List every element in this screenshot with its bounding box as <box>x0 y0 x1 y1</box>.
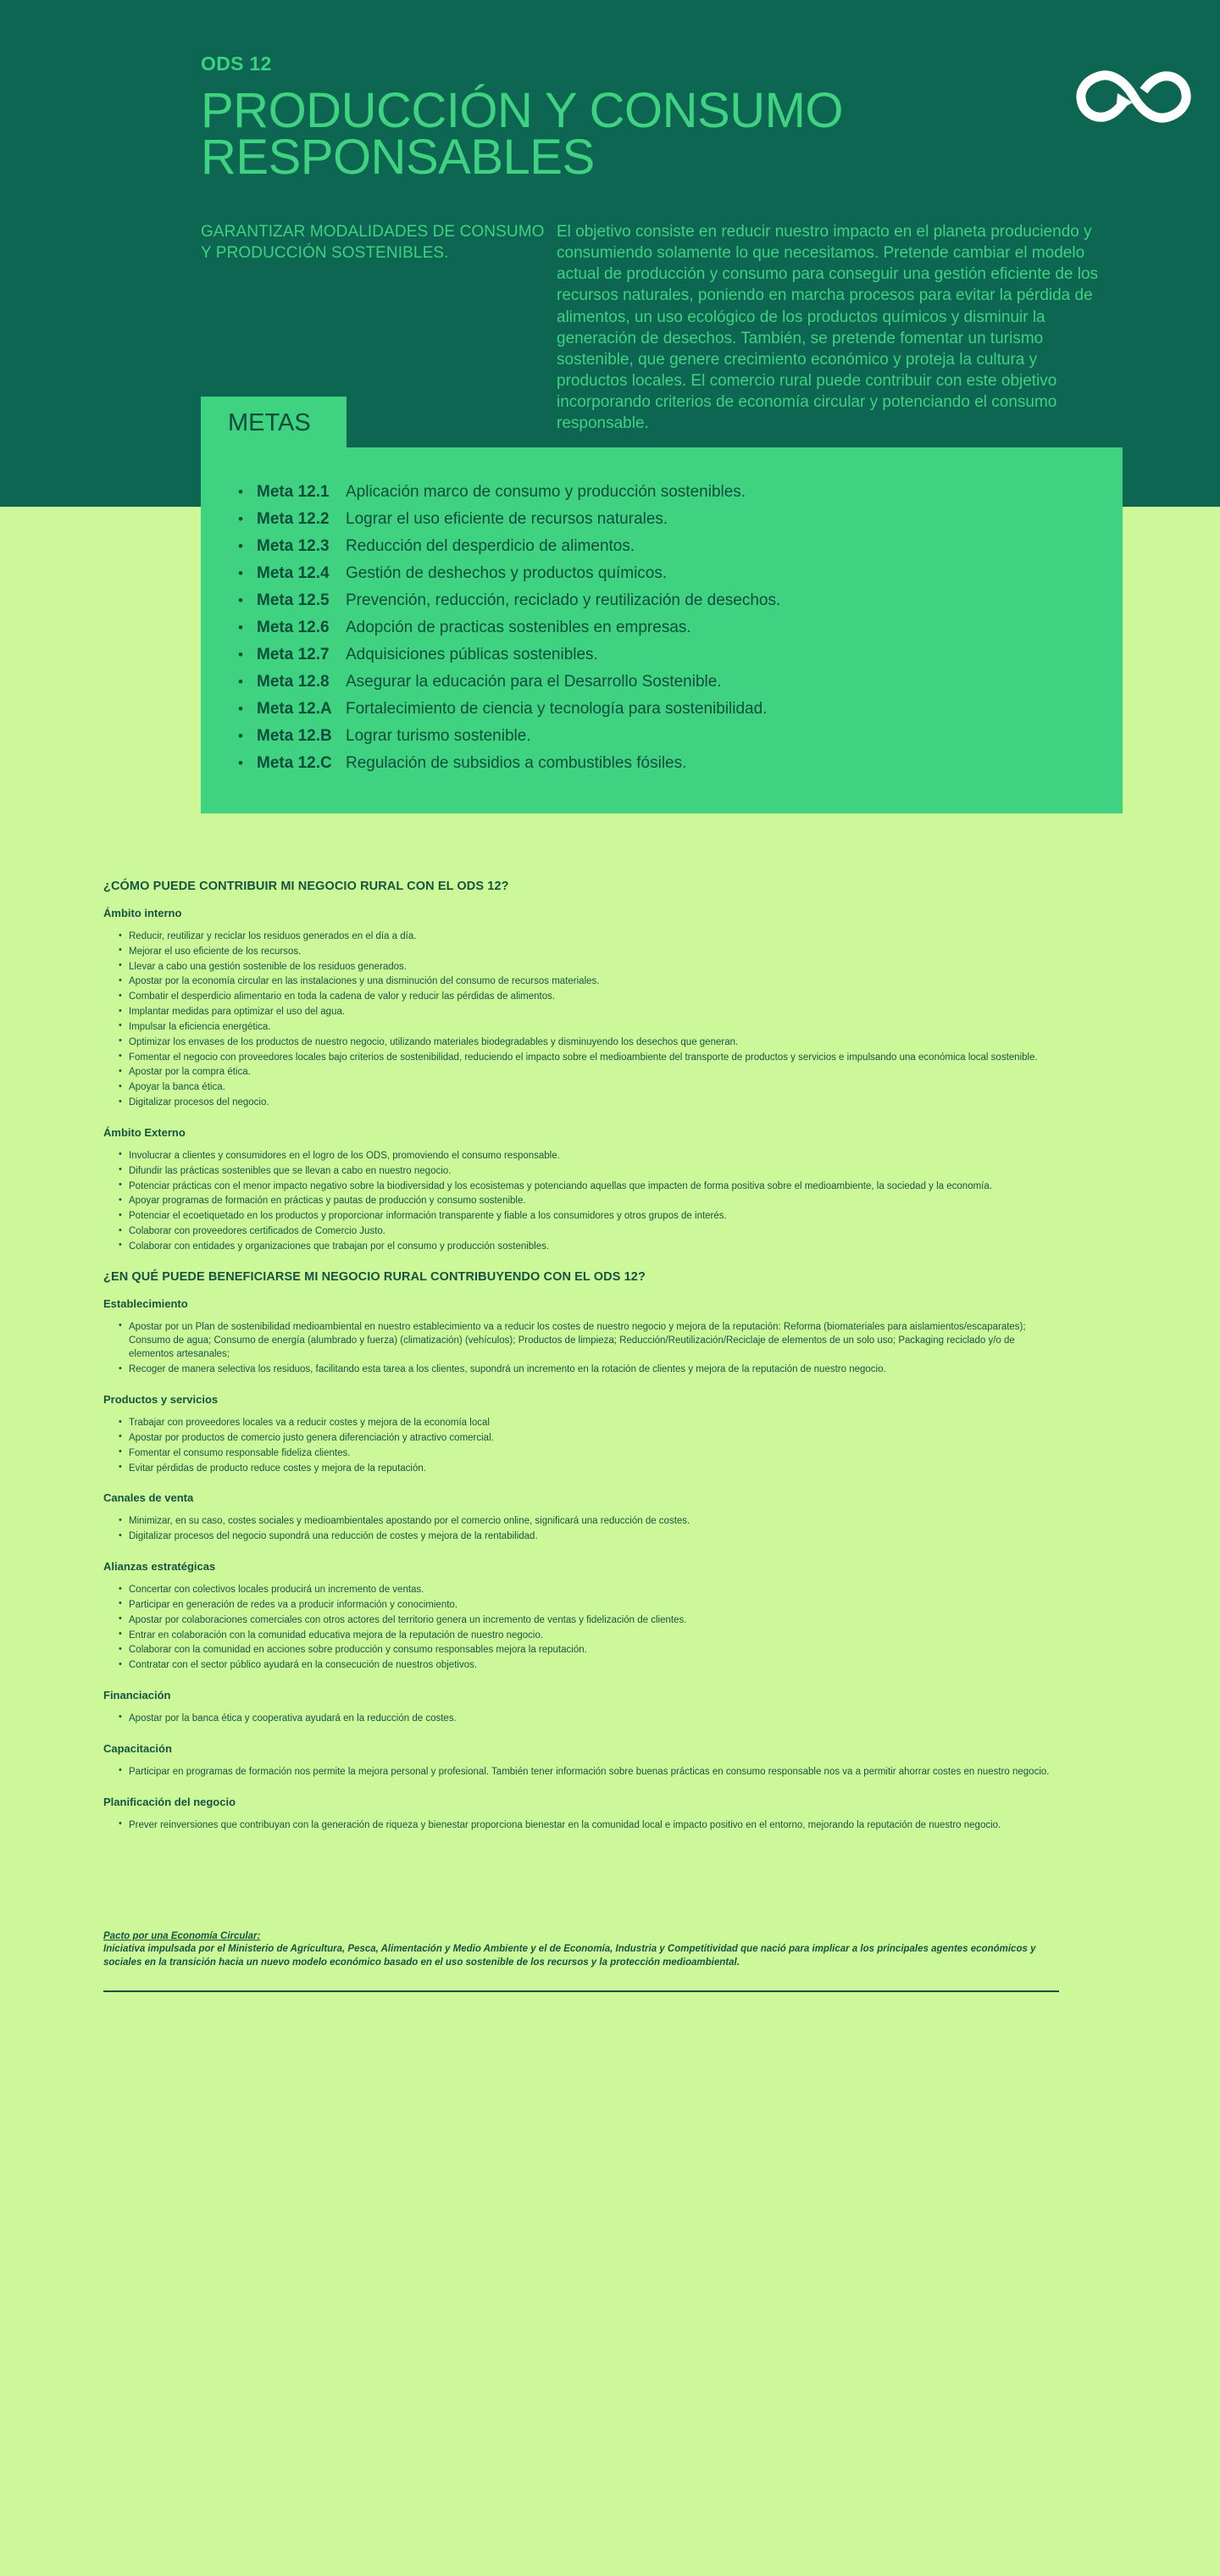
bullet-icon: • <box>238 727 243 744</box>
list-item: • Apostar por la economía circular en las instalaciones y una disminución del consumo de recursos materiales. <box>119 974 1059 990</box>
meta-code: Meta 12.7 <box>257 645 330 663</box>
list-item: • Apostar por colaboraciones comerciales con otros actores del territorio genera un incremento de ventas y fidelización de clientes. <box>119 1613 1059 1629</box>
list-item: • Participar en programas de formación nos permite la mejora personal y profesional. También tener información sobre buenas prácticas en consumo responsable nos va a permitir ahorrar costes en nuestro negocio. <box>119 1765 1059 1780</box>
group-heading: Establecimiento <box>103 1296 188 1310</box>
hero-inner <box>97 53 1123 434</box>
meta-code: Meta 12.5 <box>257 591 330 609</box>
meta-text: Aplicación marco de consumo y producción sostenibles. <box>346 482 746 501</box>
list-item: • Apoyar la banca ética. <box>119 1080 1059 1096</box>
ods-number-eyebrow: ODS 12 <box>201 53 272 75</box>
group-heading: Ámbito Externo <box>103 1125 186 1139</box>
bullet-list <box>103 930 1059 1111</box>
meta-row <box>238 668 1085 695</box>
meta-text: Adquisiciones públicas sostenibles. <box>346 645 598 663</box>
meta-text: Lograr turismo sostenible. <box>346 726 531 745</box>
beneficiarse-heading: ¿EN QUÉ PUEDE BENEFICIARSE MI NEGOCIO RURAL CONTRIBUYENDO CON EL ODS 12? <box>103 1269 646 1284</box>
footer-section <box>0 1882 1220 2042</box>
list-item: • Colaborar con entidades y organizaciones que trabajan por el consumo y producción sostenibles. <box>119 1240 1059 1255</box>
list-item: • Fomentar el negocio con proveedores locales bajo criterios de sostenibilidad, reduciendo el impacto sobre el medioambiente del transporte de productos y servicios e impulsando una económica local sostenible. <box>119 1051 1059 1066</box>
meta-row <box>238 695 1085 722</box>
list-item: • Difundir las prácticas sostenibles que se llevan a cabo en nuestro negocio. <box>119 1164 1059 1180</box>
page-title: PRODUCCIÓN Y CONSUMO RESPONSABLES <box>201 83 844 186</box>
list-item: • Optimizar los envases de los productos de nuestro negocio, utilizando materiales biodegradables y disminuyendo los desechos que generan. <box>119 1035 1059 1051</box>
bullet-icon: • <box>238 646 243 663</box>
metas-tab-label: METAS <box>201 397 347 447</box>
bullet-icon: • <box>238 619 243 636</box>
list-item: • Digitalizar procesos del negocio. <box>119 1096 1059 1111</box>
list-item: • Implantar medidas para optimizar el uso del agua. <box>119 1005 1059 1020</box>
bullet-icon: • <box>238 700 243 717</box>
footnote <box>0 1882 1220 1969</box>
meta-code: Meta 12.C <box>257 753 332 772</box>
metas-list <box>201 447 1123 813</box>
meta-code: Meta 12.2 <box>257 509 330 528</box>
list-item: • Mejorar el uso eficiente de los recursos. <box>119 945 1059 960</box>
meta-code: Meta 12.4 <box>257 564 330 582</box>
meta-code: Meta 12.A <box>257 699 332 718</box>
list-item: • Apostar por un Plan de sostenibilidad medioambiental en nuestro establecimiento va a reducir los costes de nuestro negocio y mejora de la reputación: Reforma (biomateriales para aislamientos/escaparates); Consumo de agua; Consumo de energía (alumbrado y fuerza) (climatización) (vehículos); Productos de limpieza; Reducción/Reutilización/Reciclaje de elementos de un solo uso; Packaging reciclado y/o de elementos artesanales; <box>119 1320 1059 1363</box>
meta-text: Lograr el uso eficiente de recursos naturales. <box>346 509 668 528</box>
list-item: • Colaborar con la comunidad en acciones sobre producción y consumo responsables mejora la reputación. <box>119 1643 1059 1658</box>
list-item: • Participar en generación de redes va a producir información y conocimiento. <box>119 1598 1059 1613</box>
meta-text: Reducción del desperdicio de alimentos. <box>346 536 635 555</box>
list-item: • Entrar en colaboración con la comunidad educativa mejora de la reputación de nuestro negocio. <box>119 1629 1059 1644</box>
list-item: • Minimizar, en su caso, costes sociales y medioambientales apostando por el comercio online, significará una reducción de costes. <box>119 1514 1059 1530</box>
group-heading: Ámbito interno <box>103 907 182 919</box>
bullet-icon: • <box>238 483 243 500</box>
bullet-list <box>103 1818 1059 1834</box>
bullet-list <box>103 1320 1059 1378</box>
meta-text: Asegurar la educación para el Desarrollo Sostenible. <box>346 672 722 691</box>
list-item: • Fomentar el consumo responsable fideliza clientes. <box>119 1446 1059 1462</box>
meta-row <box>238 749 1085 776</box>
list-item: • Potenciar prácticas con el menor impacto negativo sobre la biodiversidad y los ecosistemas y potenciando aquellas que impacten de forma positiva sobre el medioambiente, la sociedad y la economía. <box>119 1180 1059 1195</box>
group-heading: Canales de venta <box>103 1491 194 1505</box>
meta-text: Fortalecimiento de ciencia y tecnología para sostenibilidad. <box>346 699 768 718</box>
group-heading: Productos y servicios <box>103 1393 219 1407</box>
beneficiarse-groups <box>103 1297 1059 1834</box>
list-item: • Combatir el desperdicio alimentario en toda la cadena de valor y reducir las pérdidas de alimentos. <box>119 990 1059 1005</box>
meta-row <box>238 559 1085 586</box>
list-item: • Recoger de manera selectiva los residuos, facilitando esta tarea a los clientes, supondrá un incremento en la rotación de clientes y mejora de la reputación de nuestro negocio. <box>119 1363 1059 1378</box>
contribuir-heading: ¿CÓMO PUEDE CONTRIBUIR MI NEGOCIO RURAL CON EL ODS 12? <box>103 880 509 893</box>
list-item: • Apostar por la compra ética. <box>119 1065 1059 1080</box>
list-item: • Contratar con el sector público ayudará en la consecución de nuestros objetivos. <box>119 1658 1059 1674</box>
footnote-body: Iniciativa impulsada por el Ministerio de Agricultura, Pesca, Alimentación y Medio Ambiente y el de Economía, Industria y Competitividad que nació para implicar a los principales agentes económicos y sociales en la transición hacia un nuevo modelo económico basado en el uso sostenible de los recursos y la protección medioambiental. <box>103 1944 1036 1968</box>
bullet-list <box>103 1765 1059 1780</box>
list-item: • Trabajar con proveedores locales va a reducir costes y mejora de la economía local <box>119 1416 1059 1431</box>
group-heading: Financiación <box>103 1688 171 1702</box>
meta-row <box>238 722 1085 749</box>
group-heading: Capacitación <box>103 1741 172 1755</box>
hero-description: El objetivo consiste en reducir nuestro impacto en el planeta produciendo y consumiendo solamente lo que necesitamos. Pretende cambiar el modelo actual de producción y consumo para conseguir una gestión eficiente de los recursos naturales, poniendo en marcha procesos para evitar la pérdida de alimentos, un uso ecológico de los productos químicos y disminuir la generación de desechos. También, se pretende fomentar un turismo sostenible, que genere crecimiento económico y proteja la cultura y productos locales. El comercio rural puede contribuir con este objetivo incorporando criterios de economía circular y potenciando el consumo responsable. <box>557 223 1099 432</box>
list-item: • Concertar con colectivos locales producirá un incremento de ventas. <box>119 1583 1059 1598</box>
bullet-icon: • <box>238 510 243 527</box>
meta-row <box>238 586 1085 613</box>
list-item: • Llevar a cabo una gestión sostenible de los residuos generados. <box>119 960 1059 975</box>
group-heading: Alianzas estratégicas <box>103 1560 216 1574</box>
infinity-loop-arrow-icon <box>1070 63 1197 130</box>
meta-text: Adopción de practicas sostenibles en empresas. <box>346 618 691 636</box>
hero-subtitle: GARANTIZAR MODALIDADES DE CONSUMO Y PRODUCCIÓN SOSTENIBLES. <box>201 223 545 263</box>
bullet-icon: • <box>238 754 243 771</box>
list-item: • Apoyar programas de formación en prácticas y pautas de producción y consumo sostenible. <box>119 1194 1059 1209</box>
meta-code: Meta 12.3 <box>257 536 330 555</box>
meta-code: Meta 12.8 <box>257 672 330 691</box>
meta-text: Prevención, reducción, reciclado y reutilización de desechos. <box>346 591 781 609</box>
group-heading: Planificación del negocio <box>103 1795 236 1808</box>
list-item: • Colaborar con proveedores certificados de Comercio Justo. <box>119 1224 1059 1240</box>
footnote-title: Pacto por una Economía Circular: <box>103 1931 261 1942</box>
bullet-icon: • <box>238 673 243 690</box>
meta-row <box>238 505 1085 532</box>
meta-row <box>238 532 1085 559</box>
list-item: • Involucrar a clientes y consumidores en el logro de los ODS, promoviendo el consumo responsable. <box>119 1149 1059 1164</box>
meta-row <box>238 478 1085 505</box>
meta-row <box>238 613 1085 641</box>
contribuir-groups <box>103 907 1059 1255</box>
main-content <box>0 813 1220 1882</box>
meta-code: Meta 12.B <box>257 726 332 745</box>
list-item: • Reducir, reutilizar y reciclar los residuos generados en el día a día. <box>119 930 1059 945</box>
bullet-list <box>103 1416 1059 1476</box>
meta-code: Meta 12.6 <box>257 618 330 636</box>
list-item: • Evitar pérdidas de producto reduce costes y mejora de la reputación. <box>119 1462 1059 1477</box>
list-item: • Potenciar el ecoetiquetado en los productos y proporcionar información transparente y fiable a los consumidores y otros grupos de interés. <box>119 1209 1059 1224</box>
list-item: • Impulsar la eficiencia energética. <box>119 1020 1059 1035</box>
list-item: • Digitalizar procesos del negocio supondrá una reducción de costes y mejora de la rentabilidad. <box>119 1530 1059 1545</box>
meta-code: Meta 12.1 <box>257 482 330 501</box>
bullet-icon: • <box>238 537 243 554</box>
page-tail-spacer <box>0 1992 1220 2043</box>
bullet-list <box>103 1514 1059 1545</box>
list-item: • Apostar por la banca ética y cooperativa ayudará en la reducción de costes. <box>119 1712 1059 1727</box>
bullet-list <box>103 1583 1059 1674</box>
meta-text: Gestión de deshechos y productos químicos. <box>346 564 668 582</box>
list-item: • Apostar por productos de comercio justo genera diferenciación y atractivo comercial. <box>119 1431 1059 1446</box>
bullet-list <box>103 1149 1059 1255</box>
meta-text: Regulación de subsidios a combustibles fósiles. <box>346 753 687 772</box>
meta-row <box>238 641 1085 668</box>
bullet-icon: • <box>238 591 243 608</box>
metas-section <box>97 397 1123 813</box>
list-item: • Prever reinversiones que contribuyan con la generación de riqueza y bienestar proporciona bienestar en la comunidad local e impacto positivo en el entorno, mejorando la reputación de nuestro negocio. <box>119 1818 1059 1834</box>
bullet-list <box>103 1712 1059 1727</box>
bullet-icon: • <box>238 564 243 581</box>
